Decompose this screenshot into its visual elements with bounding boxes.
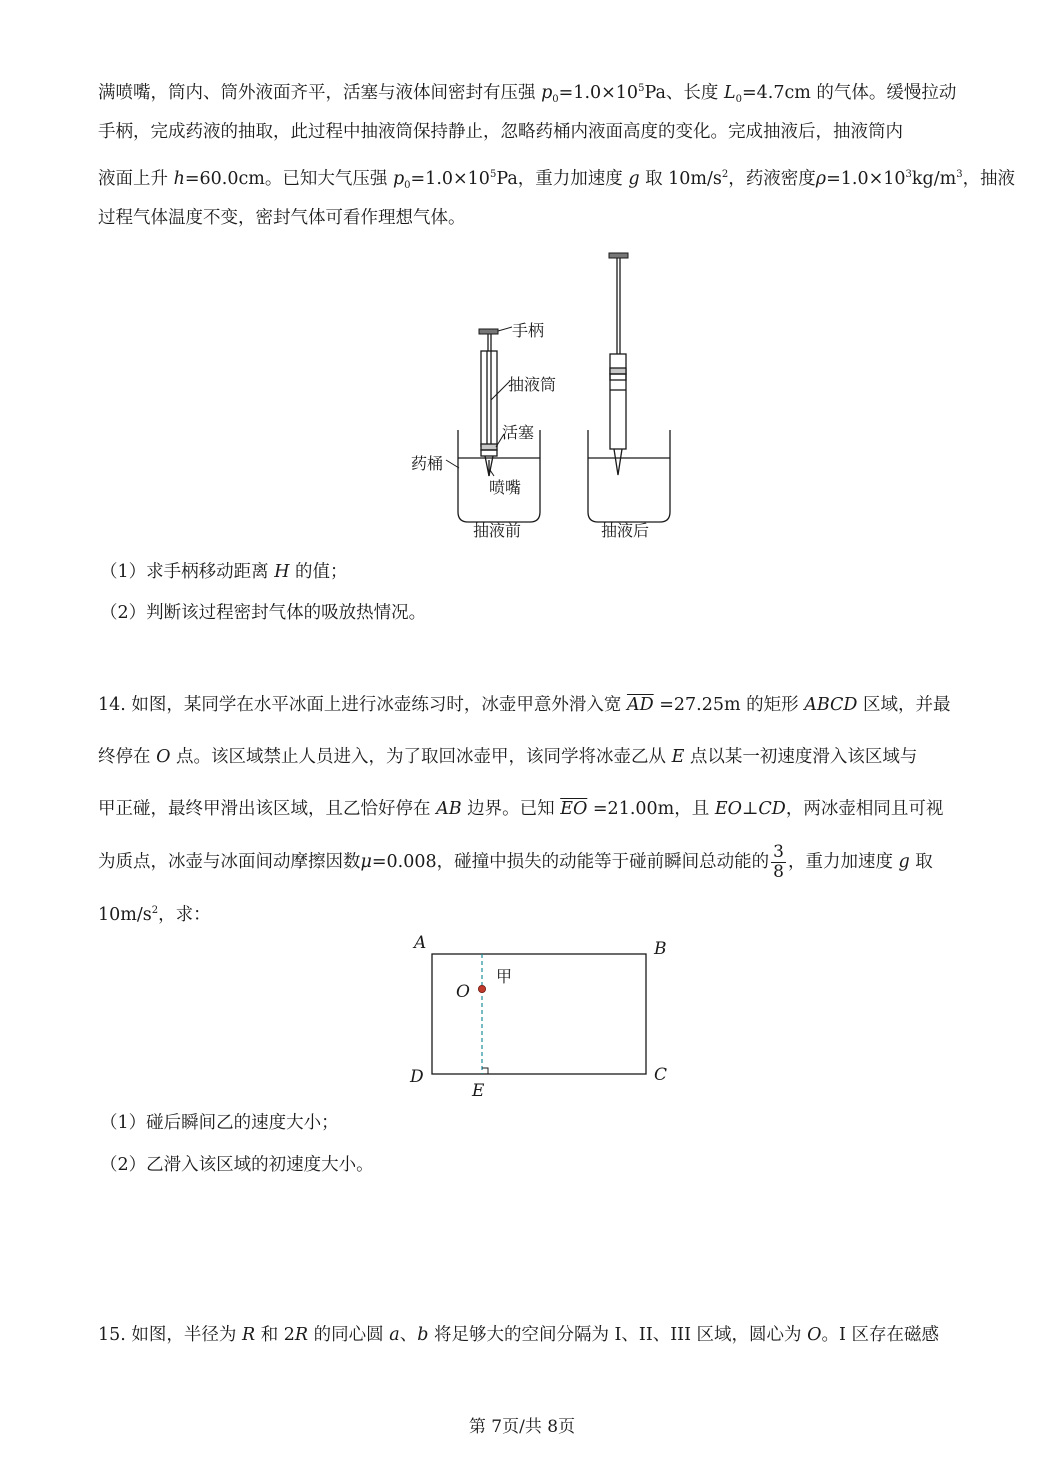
p13-line-4: 过程气体温度不变，密封气体可看作理想气体。 bbox=[98, 208, 466, 228]
p13-line-3: 液面上升 h=60.0cm。已知大气压强 $p_0=1.0\times 10^5Pa$，重力加速度 g 取 $10m/s^2$，药液密度$\rho=1.0\times 10^3kg/m^3$，抽液 bbox=[98, 169, 1016, 191]
caption-after: 抽液后 bbox=[601, 521, 650, 540]
label-nozzle: 喷嘴 bbox=[489, 478, 522, 497]
p14-question-1: （1）碰后瞬间乙的速度大小； bbox=[100, 1113, 339, 1133]
corner-label-A: A bbox=[414, 933, 427, 953]
p14-line-2: 终停在 O 点。该区域禁止人员进入，为了取回冰壶甲，该同学将冰壶乙从 E 点以某一初速度滑入该区域与 bbox=[98, 747, 918, 767]
p13-line-1: 满喷嘴，筒内、筒外液面齐平，活塞与液体间密封有压强 $p_0=1.0\times 10^5Pa$、长度 $L_0=4.7cm$ 的气体。缓慢拉动 bbox=[98, 83, 957, 105]
label-tube: 抽液筒 bbox=[508, 375, 557, 394]
label-piston: 活塞 bbox=[502, 423, 535, 442]
p14-line-1: 14. 如图，某同学在水平冰面上进行冰壶练习时，冰壶甲意外滑入宽 $\overline{AD} =27.25m$ 的矩形 ABCD 区域，并最 bbox=[98, 695, 951, 715]
label-handle: 手柄 bbox=[512, 321, 545, 340]
corner-label-C: C bbox=[654, 1065, 668, 1085]
p13-question-1: （1）求手柄移动距离 H 的值； bbox=[100, 562, 348, 582]
p14-line-4: 为质点，冰壶与冰面间动摩擦因数μ=0.008，碰撞中损失的动能等于碰前瞬间总动能的 $\frac{3}{8}$ ，重力加速度 g 取 bbox=[98, 842, 933, 882]
corner-label-D: D bbox=[410, 1067, 424, 1087]
curling-stone-jia bbox=[478, 985, 485, 992]
page-footer: 第 7页/共 8页 bbox=[468, 1417, 576, 1437]
fraction-3-8: $\frac{3}{8}$ bbox=[773, 842, 784, 882]
curling-rectangle-figure bbox=[0, 930, 1044, 1100]
label-jia: 甲 bbox=[496, 967, 513, 986]
p13-line-2: 手柄，完成药液的抽取，此过程中抽液筒保持静止，忽略药桶内液面高度的变化。完成抽液后，抽液筒内 bbox=[98, 122, 903, 142]
p14-line-3: 甲正碰，最终甲滑出该区域，且乙恰好停在 AB 边界。已知 $\overline{EO} =21.00m$，且 EO⊥CD，两冰壶相同且可视 bbox=[98, 799, 944, 819]
p15-line-1: 15. 如图，半径为 R 和 2R 的同心圆 a、b 将足够大的空间分隔为 I、II、III 区域，圆心为 O。I 区存在磁感 bbox=[98, 1325, 939, 1345]
point-label-O: O bbox=[456, 982, 470, 1002]
p13-question-2: （2）判断该过程密封气体的吸放热情况。 bbox=[100, 603, 427, 623]
p14-line-5: $10m/s^2$，求： bbox=[98, 905, 211, 925]
p14-question-2: （2）乙滑入该区域的初速度大小。 bbox=[100, 1155, 374, 1175]
corner-label-B: B bbox=[654, 939, 667, 959]
label-bucket: 药桶 bbox=[411, 454, 444, 473]
caption-before: 抽液前 bbox=[473, 521, 522, 540]
point-label-E: E bbox=[472, 1081, 485, 1100]
